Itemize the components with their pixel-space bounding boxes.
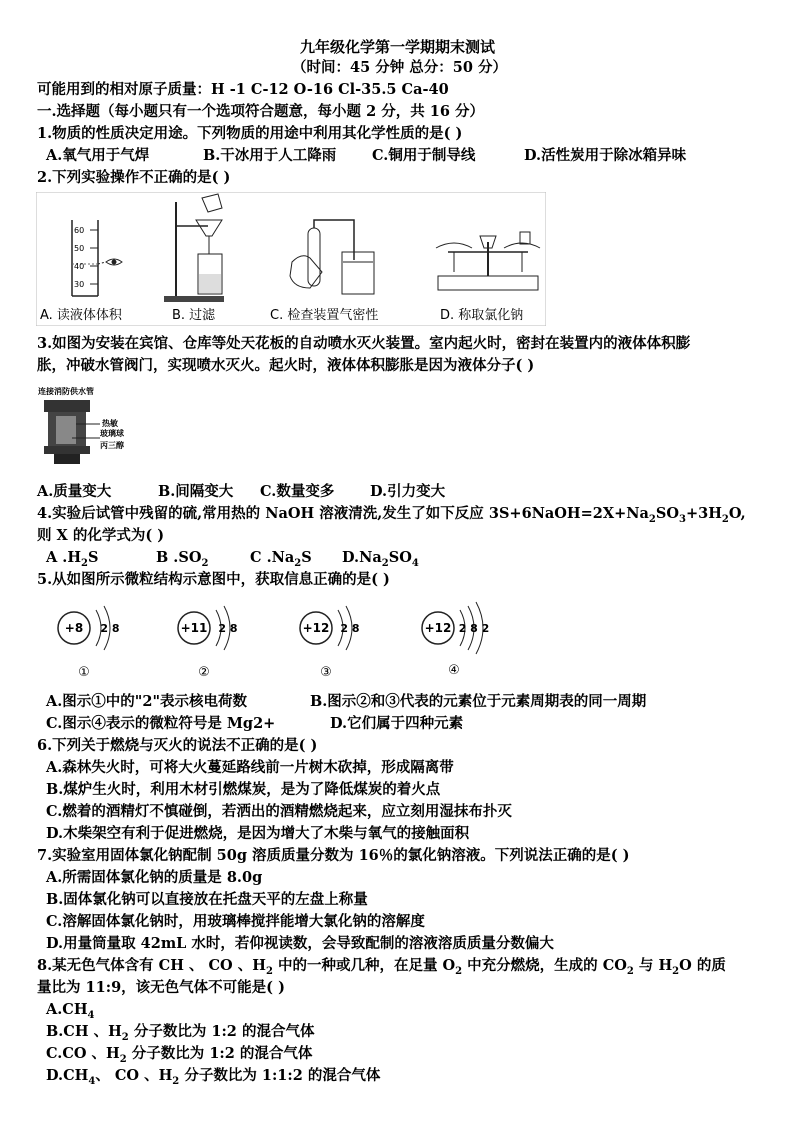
q2-caption-a: A. 读液体体积	[40, 308, 122, 323]
q7-option-d: D.用量筒量取 42mL 水时，若仰视读数，会导致配制的溶液溶质质量分数偏大	[46, 935, 554, 952]
q8-stem-line2: 量比为 11:9，该无色气体不可能是( )	[37, 979, 285, 996]
q4-stem-line2: 则 X 的化学式为( )	[37, 527, 165, 544]
q2-caption-b: B. 过滤	[172, 308, 216, 323]
particle-2-diagram	[178, 606, 238, 680]
q6-option-d: D.木柴架空有利于促进燃烧，是因为增大了木柴与氧气的接触面积	[46, 825, 470, 842]
particle-3-label: ③	[320, 665, 332, 680]
particle-4-label: ④	[448, 663, 460, 678]
q3-option-b: B.间隔变大	[158, 483, 234, 500]
q1-stem: 1.物质的性质决定用途。下列物质的用途中利用其化学性质的是( )	[37, 125, 463, 142]
q8-option-c: C.CO 、$H_2$ 分子数比为 1:2 的混合气体	[46, 1045, 313, 1065]
particle-1-nucleus: +8	[64, 621, 84, 635]
q4-option-b: B $.SO_2$	[156, 549, 209, 569]
q2-stem: 2.下列实验操作不正确的是( )	[37, 169, 231, 186]
particle-4-diagram	[422, 602, 489, 678]
q1-option-b: B.干冰用于人工降雨	[203, 147, 337, 164]
sprinkler-head-icon	[44, 400, 90, 412]
sprinkler-label-glycerol: 丙三醇	[100, 441, 124, 450]
particle-3-shells: 2 8	[340, 622, 360, 635]
cylinder-tick-50: 50	[74, 244, 85, 253]
q6-option-a: A.森林失火时，可将大火蔓延路线前一片树木砍掉，形成隔离带	[46, 759, 454, 776]
q5-option-a: A.图示①中的"2"表示核电荷数	[46, 693, 247, 710]
particle-3-nucleus: +12	[302, 621, 330, 635]
atomic-masses: 可能用到的相对原子质量：H -1 C-12 O-16 Cl-35.5 Ca-40	[37, 81, 449, 98]
q5-stem: 5.从如图所示微粒结构示意图中，获取信息正确的是( )	[37, 571, 390, 588]
section-heading: 一.选择题（每小题只有一个选项符合题意，每小题 2 分，共 16 分）	[37, 103, 485, 120]
particle-1-label: ①	[78, 665, 90, 680]
q3-option-c: C.数量变多	[260, 483, 335, 500]
particle-structures-figure	[40, 596, 510, 684]
q4-stem: 4.实验后试管中残留的硫,常用热的 NaOH 溶液清洗,发生了如下反应 $3S+6NaOH=2X+Na_2SO_3+3H_2O$,	[37, 505, 746, 525]
q6-option-c: C.燃着的酒精灯不慎碰倒，若洒出的酒精燃烧起来，应立刻用湿抹布扑灭	[46, 803, 512, 820]
q1-option-c: C.铜用于制导线	[372, 147, 476, 164]
sprinkler-figure	[36, 384, 146, 476]
particle-1-diagram	[58, 606, 120, 680]
q1-option-d: D.活性炭用于除冰箱异味	[524, 147, 687, 164]
particle-1-shells: 2 8	[100, 622, 120, 635]
sprinkler-label-pipe: 连接消防供水管	[38, 387, 94, 396]
page-title: 九年级化学第一学期期末测试	[300, 38, 496, 56]
q8-option-d: $D.CH_4$、 CO 、$H_2$ 分子数比为 1:1:2 的混合气体	[46, 1067, 381, 1087]
q3-stem-line1: 3.如图为安装在宾馆、仓库等处天花板的自动喷水灭火装置。室内起火时，密封在装置内的液体体积膨	[37, 335, 691, 352]
q3-option-a: A.质量变大	[37, 483, 112, 500]
particle-2-nucleus: +11	[180, 621, 208, 635]
particle-3-diagram	[300, 606, 360, 680]
exam-info: （时间：45 分钟 总分：50 分）	[292, 59, 507, 76]
q8-stem: 8.某无色气体含有 CH 、 CO 、$H_2$ 中的一种或几种，在足量 $O_2$ 中充分燃烧，生成的 $CO_2$ 与 $H_2O$ 的质	[37, 957, 726, 977]
q8-option-b: B.CH 、$H_2$ 分子数比为 1:2 的混合气体	[46, 1023, 315, 1043]
q4-option-c: C $.Na_2S$	[250, 549, 312, 569]
particle-4-nucleus: +12	[424, 621, 452, 635]
cylinder-tick-60: 60	[74, 226, 85, 235]
particle-4-shells: 2 8 2	[458, 622, 490, 635]
q2-caption-d: D. 称取氯化钠	[440, 308, 524, 323]
q6-option-b: B.煤炉生火时，利用木材引燃煤炭，是为了降低煤炭的着火点	[46, 781, 441, 798]
particle-2-label: ②	[198, 665, 210, 680]
sprinkler-label-heat: 热敏	[102, 419, 118, 428]
q6-stem: 6.下列关于燃烧与灭火的说法不正确的是( )	[37, 737, 318, 754]
q5-option-b: B.图示②和③代表的元素位于元素周期表的同一周期	[310, 693, 647, 710]
cylinder-tick-40: 40	[74, 262, 85, 271]
q4-option-d: $D.Na_2SO_4$	[342, 549, 419, 569]
cylinder-tick-30: 30	[74, 280, 85, 289]
q7-option-a: A.所需固体氯化钠的质量是 8.0g	[46, 869, 263, 886]
particle-2-shells: 2 8	[218, 622, 238, 635]
q1-option-a: A.氧气用于气焊	[46, 147, 150, 164]
q7-stem: 7.实验室用固体氯化钠配制 50g 溶质质量分数为 16％的氯化钠溶液。下列说法正确的是( )	[37, 847, 630, 864]
q4-option-a: A $.H_2S$	[46, 549, 99, 569]
q5-option-c: C.图示④表示的微粒符号是 Mg2+	[46, 715, 276, 732]
q2-caption-c: C. 检查装置气密性	[270, 308, 379, 323]
q3-stem-line2: 胀，冲破水管阀门，实现喷水灭火。起火时，液体体积膨胀是因为液体分子( )	[37, 357, 535, 374]
q7-option-b: B.固体氯化钠可以直接放在托盘天平的左盘上称量	[46, 891, 368, 908]
q8-option-a: $A.CH_4$	[46, 1001, 95, 1021]
q7-option-c: C.溶解固体氯化钠时，用玻璃棒搅拌能增大氯化钠的溶解度	[46, 913, 425, 930]
q3-option-d: D.引力变大	[370, 483, 446, 500]
sprinkler-label-glass: 玻璃球	[100, 429, 124, 438]
q5-option-d: D.它们属于四种元素	[330, 715, 464, 732]
